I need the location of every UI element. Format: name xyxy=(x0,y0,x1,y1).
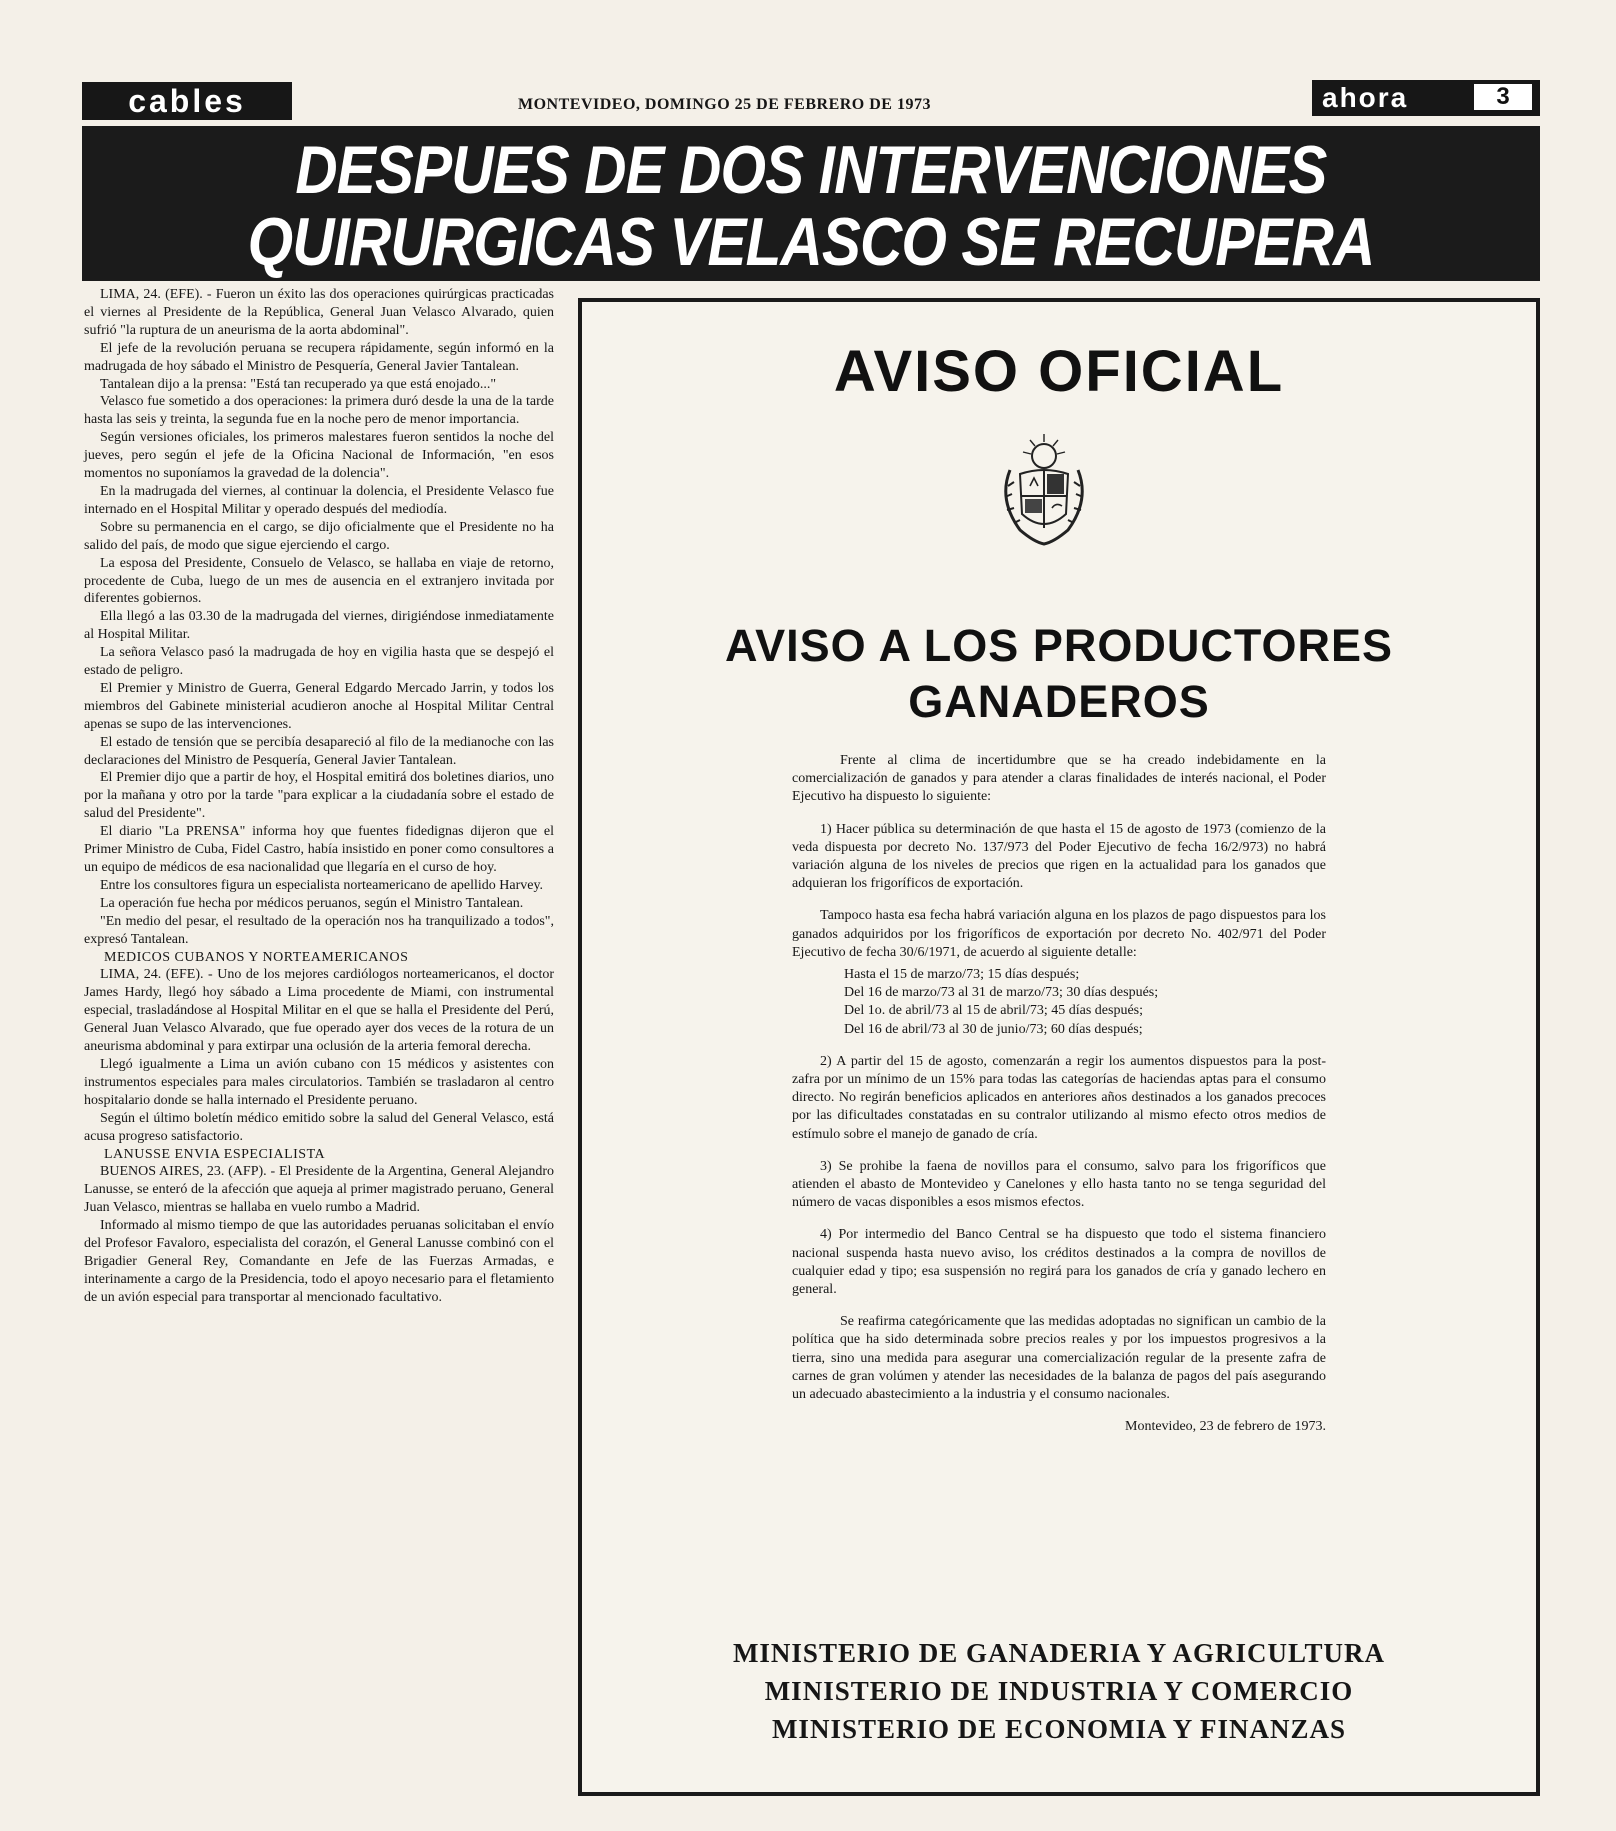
notice-item-1b: Tampoco hasta esa fecha habrá variación alguna en los plazos de pago dispuestos para los ganados adquiridos por los frigoríficos de exportación por decreto No. 402/971 del Poder Ejecutivo de fecha 30/6/1971, de acuerdo al siguiente detalle: xyxy=(792,908,1326,960)
notice-body xyxy=(792,752,1326,1451)
article-paragraph: "En medio del pesar, el resultado de la operación nos ha tranquilizado a todos", expresó Tantalean. xyxy=(84,913,554,947)
notice-intro: Frente al clima de incertidumbre que se ha creado indebidamente en la comercialización de ganados y para atender a claras finalidades de interés nacional, el Poder Ejecutivo ha dispuesto lo siguiente: xyxy=(792,753,1326,805)
article-subheading: MEDICOS CUBANOS Y NORTEAMERICANOS xyxy=(104,949,409,965)
notice-title: AVISO OFICIAL xyxy=(833,339,1285,404)
section-label: cables xyxy=(82,82,292,120)
article-paragraph: El jefe de la revolución peruana se recupera rápidamente, según informó en la madrugada de hoy sábado el Ministro de Pesquería, General Javier Tantalean. xyxy=(84,340,554,374)
article-paragraph: Ella llegó a las 03.30 de la madrugada del viernes, dirigiéndose inmediatamente al Hospital Militar. xyxy=(84,609,554,643)
dateline: MONTEVIDEO, DOMINGO 25 DE FEBRERO DE 1973 xyxy=(518,96,931,113)
article-paragraph: El Premier y Ministro de Guerra, General Edgardo Mercado Jarrin, y todos los miembros del Gabinete ministerial acudieron anoche al Hospital Militar Central apenas se supo de las intervenciones. xyxy=(84,680,554,732)
article-paragraph: En la madrugada del viernes, al continuar la dolencia, el Presidente Velasco fue internado en el Hospital Militar y operado después del mediodía. xyxy=(84,483,554,517)
article-subheading: LANUSSE ENVIA ESPECIALISTA xyxy=(104,1146,326,1162)
schedule-row: Del 16 de abril/73 al 30 de junio/73; 60 días después; xyxy=(844,1021,1143,1037)
article-paragraph: El Premier dijo que a partir de hoy, el Hospital emitirá dos boletines diarios, uno por la mañana y otro por la tarde "para explicar a la ciudadanía sobre el estado de salud del Presidente". xyxy=(84,770,554,822)
article-paragraph: Sobre su permanencia en el cargo, se dijo oficialmente que el Presidente no ha salido del país, de modo que sigue ejerciendo el cargo. xyxy=(84,519,554,553)
article-paragraph: Velasco fue sometido a dos operaciones: la primera duró desde la una de la tarde hasta las seis y treinta, la segunda fue en la noche pero de menor importancia. xyxy=(84,394,554,428)
article-paragraph: La esposa del Presidente, Consuelo de Velasco, se hallaba en viaje de retorno, procedente de Cuba, luego de un mes de ausencia en el extranjero invitada por diferentes gobiernos. xyxy=(84,555,554,607)
ministry-line: MINISTERIO DE GANADERIA Y AGRICULTURA xyxy=(732,1638,1386,1668)
schedule-row: Del 1o. de abril/73 al 15 de abril/73; 45 días después; xyxy=(844,1003,1143,1019)
notice-item-2: 2) A partir del 15 de agosto, comenzarán a regir los aumentos dispuestos para la post-zafra por un mínimo de un 15% para todas las categorías de haciendas aptas para el consumo directo. No regirán beneficios aplicados en anteriores años destinados a los ganados precoces por las dificultades constatadas en su contralor utilizando al mismo efecto otros medios de estímulo sobre el manejo de ganado de cría. xyxy=(792,1053,1326,1142)
masthead xyxy=(82,80,1540,120)
article-paragraph: BUENOS AIRES, 23. (AFP). - El Presidente de la Argentina, General Alejandro Lanusse, se enteró de la afección que aqueja al primer magistrado peruano, General Juan Velasco, mientras se hallaba en vuelo rumbo a Madrid. xyxy=(84,1164,554,1216)
brand-box xyxy=(1312,80,1540,116)
article-column xyxy=(84,286,554,1307)
notice-subtitle-line-2: GANADEROS xyxy=(908,676,1210,727)
article-paragraph: LIMA, 24. (EFE). - Uno de los mejores cardiólogos norteamericanos, el doctor James Hardy, llegó hoy sábado a Lima procedente de Miami, con instrumental especial, trasladándose al Hospital Militar en el que se halla el Presidente del Perú, General Juan Velasco Alvarado, que fue operado ayer dos veces de la rotura de un aneurisma abdominal y para extirpar una oclusión de la arteria femoral derecha. xyxy=(84,967,554,1055)
brand-logo: ahora xyxy=(1322,82,1409,113)
article-paragraph: Entre los consultores figura un especialista norteamericano de apellido Harvey. xyxy=(100,877,544,893)
article-paragraph: Tantalean dijo a la prensa: "Está tan recuperado ya que está enojado..." xyxy=(100,376,497,392)
schedule-row: Hasta el 15 de marzo/73; 15 días después; xyxy=(844,967,1080,983)
schedule-row: Del 16 de marzo/73 al 31 de marzo/73; 30 días después; xyxy=(844,985,1159,1001)
headline-banner xyxy=(82,126,1540,281)
article-paragraph: El diario "La PRENSA" informa hoy que fuentes fidedignas dijeron que el Primer Ministro de Cuba, Fidel Castro, había insistido en poner como consultores a un equipo de médicos de esa nacionalidad que llegaría en el curso de hoy. xyxy=(84,824,554,875)
article-paragraph: El estado de tensión que se percibía desapareció al filo de la medianoche con las declaraciones del Ministro de Pesquería, General Javier Tantalean. xyxy=(84,734,554,768)
page-number: 3 xyxy=(1474,84,1532,110)
notice-item-3: 3) Se prohibe la faena de novillos para el consumo, salvo para los frigoríficos que atienden el abasto de Montevideo y Canelones y ello hasta tanto no se tenga seguridad del número de vacas disponibles a esos mismos efectos. xyxy=(792,1158,1326,1211)
article-paragraph: Llegó igualmente a Lima un avión cubano con 15 médicos y asistentes con instrumentos especiales para males circulatorios. También se trasladaron al centro hospitalario donde se halla internado el Presidente peruano. xyxy=(84,1056,554,1108)
article-paragraph: Informado al mismo tiempo de que las autoridades peruanas solicitaban el envío del Profesor Favaloro, especialista del corazón, el General Lanusse combinó con el Brigadier General Rey, Comandante en Jefe de las Fuerzas Armadas, e interinamente a cargo de la Presidencia, todo el apoyo necesario para el fletamiento de un avión especial para transportar al mencionado facultativo. xyxy=(84,1218,554,1305)
payment-schedule xyxy=(844,966,1326,1039)
notice-item-4: 4) Por intermedio del Banco Central se ha dispuesto que todo el sistema financiero nacional suspenda hasta nuevo aviso, los créditos destinados a la compra de novillos de cualquier edad y tipo; esa suspensión no regirá para los ganados de cría y ganado lechero en general. xyxy=(792,1227,1326,1298)
headline-line-2: QUIRURGICAS VELASCO SE RECUPERA xyxy=(247,204,1375,280)
notice-subtitle xyxy=(582,618,1536,730)
article-paragraph: La señora Velasco pasó la madrugada de hoy en vigilia hasta que se despejó el estado de peligro. xyxy=(84,645,554,679)
ministry-line: MINISTERIO DE ECONOMIA Y FINANZAS xyxy=(771,1714,1347,1744)
article-paragraph: La operación fue hecha por médicos peruanos, según el Ministro Tantalean. xyxy=(100,895,524,911)
notice-signoff: Montevideo, 23 de febrero de 1973. xyxy=(1125,1419,1326,1435)
article-paragraph: Según el último boletín médico emitido sobre la salud del General Velasco, está acusa progreso satisfactorio. xyxy=(84,1110,554,1144)
ministry-line: MINISTERIO DE INDUSTRIA Y COMERCIO xyxy=(764,1676,1354,1706)
article-paragraph: LIMA, 24. (EFE). - Fueron un éxito las dos operaciones quirúrgicas practicadas el viernes al Presidente de la República, General Juan Velasco Alvarado, quien sufrió "la ruptura de un aneurisma de la aorta abdominal". xyxy=(84,287,554,338)
notice-item-1: 1) Hacer pública su determinación de que hasta el 15 de agosto de 1973 (comienzo de la veda dispuesta por decreto No. 137/973 del Poder Ejecutivo de fecha 16/2/973) no habrá variación alguna de los niveles de precios que rigen en la actualidad para los ganados que adquieran los frigoríficos de exportación. xyxy=(792,821,1326,892)
ministries-block xyxy=(582,1634,1536,1748)
headline-line-1: DESPUES DE DOS INTERVENCIONES xyxy=(295,132,1327,208)
article-paragraph: Según versiones oficiales, los primeros malestares fueron sentidos la noche del jueves, pero según el jefe de la Oficina Nacional de Información, "en esos momentos no suponíamos la gravedad de la dolencia". xyxy=(84,430,554,482)
notice-closing: Se reafirma categóricamente que las medidas adoptadas no significan un cambio de la política que ha sido determinada sobre precios reales y por los impuestos progresivos a la tierra, sino una medida para asegurar una comercialización regular de la presente zafra de carnes de gran volúmen y atender las necesidades de la balanza de pagos del país asegurando un adecuado abastecimiento a la industria y el consumo nacionales. xyxy=(792,1314,1326,1403)
notice-subtitle-line-1: AVISO A LOS PRODUCTORES xyxy=(724,620,1394,671)
official-notice xyxy=(578,298,1540,1796)
coat-of-arms-icon xyxy=(990,430,1098,550)
